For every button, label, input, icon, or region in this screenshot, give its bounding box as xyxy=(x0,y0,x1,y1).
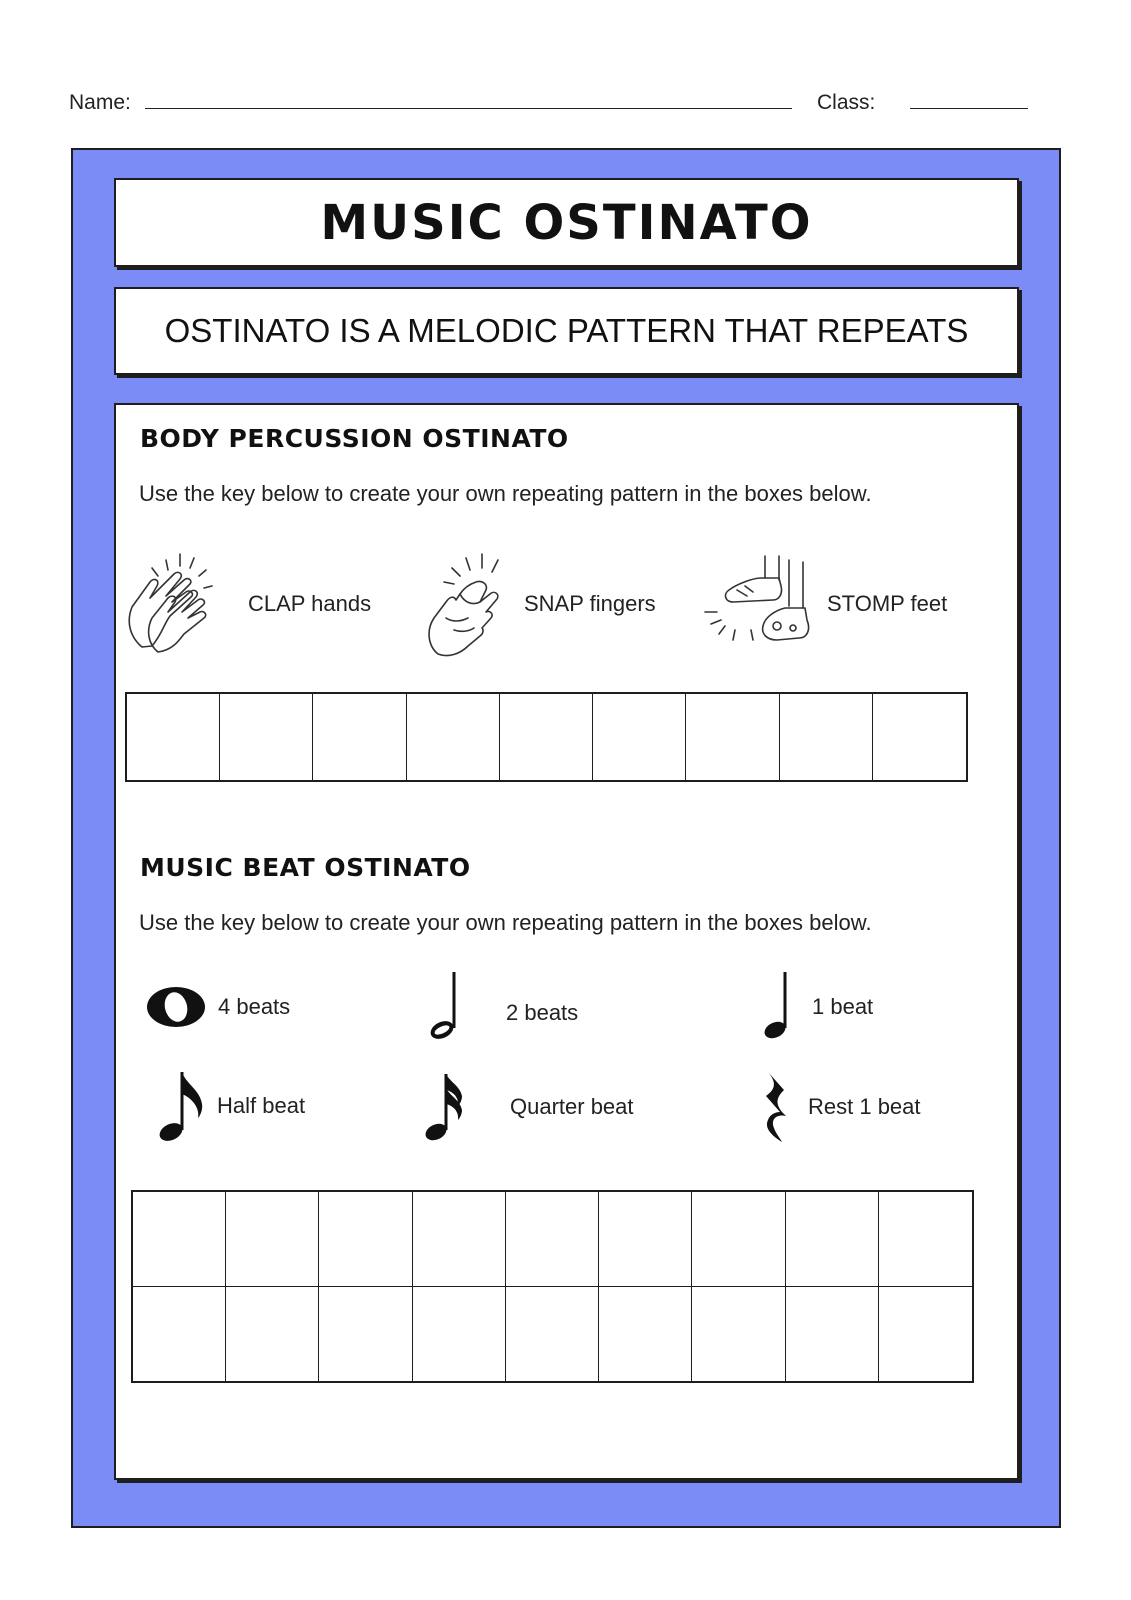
beat-pattern-box[interactable] xyxy=(319,1287,412,1382)
beat-pattern-box[interactable] xyxy=(599,1192,692,1287)
beat-pattern-box[interactable] xyxy=(133,1287,226,1382)
beat-pattern-box[interactable] xyxy=(226,1287,319,1382)
whole-note-label: 4 beats xyxy=(218,994,291,1019)
whole-note-icon xyxy=(145,984,207,1030)
beat-pattern-box[interactable] xyxy=(413,1287,506,1382)
class-field[interactable] xyxy=(910,108,1028,109)
body-pattern-box[interactable] xyxy=(407,694,500,780)
stomp-key-label: STOMP feet xyxy=(827,591,948,616)
definition-text: OSTINATO IS A MELODIC PATTERN THAT REPEATS xyxy=(164,312,969,349)
beat-pattern-box[interactable] xyxy=(879,1287,972,1382)
title-panel xyxy=(114,178,1019,267)
definition-panel xyxy=(114,287,1019,375)
beat-pattern-box[interactable] xyxy=(319,1192,412,1287)
body-pattern-box[interactable] xyxy=(686,694,779,780)
body-percussion-title: BODY PERCUSSION OSTINATO xyxy=(140,424,569,453)
eighth-note-label: Half beat xyxy=(217,1093,306,1118)
snapping-fingers-icon xyxy=(424,550,514,660)
beat-pattern-box[interactable] xyxy=(879,1192,972,1287)
beat-pattern-box[interactable] xyxy=(692,1192,785,1287)
body-pattern-box[interactable] xyxy=(780,694,873,780)
beat-pattern-box[interactable] xyxy=(786,1192,879,1287)
beat-pattern-box[interactable] xyxy=(226,1192,319,1287)
beat-pattern-box[interactable] xyxy=(506,1287,599,1382)
sixteenth-note-icon xyxy=(424,1072,466,1144)
quarter-note-icon xyxy=(764,970,798,1042)
body-pattern-box[interactable] xyxy=(220,694,313,780)
beat-pattern-box[interactable] xyxy=(506,1192,599,1287)
beat-pattern-box[interactable] xyxy=(413,1192,506,1287)
name-label: Name: xyxy=(69,91,131,114)
half-note-label: 2 beats xyxy=(506,1000,579,1025)
worksheet-title: MUSIC OSTINATO xyxy=(320,194,813,251)
quarter-rest-label: Rest 1 beat xyxy=(808,1094,921,1119)
sixteenth-note-label: Quarter beat xyxy=(510,1094,634,1119)
beat-pattern-box[interactable] xyxy=(786,1287,879,1382)
clap-key-label: CLAP hands xyxy=(248,591,372,616)
name-field[interactable] xyxy=(145,108,792,109)
half-note-icon xyxy=(428,970,462,1042)
stomping-feet-icon xyxy=(703,554,815,654)
quarter-note-label: 1 beat xyxy=(812,994,874,1019)
beat-pattern-box[interactable] xyxy=(133,1192,226,1287)
body-pattern-box[interactable] xyxy=(593,694,686,780)
class-label: Class: xyxy=(817,91,876,114)
snap-key-label: SNAP fingers xyxy=(524,591,656,616)
music-beat-title: MUSIC BEAT OSTINATO xyxy=(140,853,471,882)
body-percussion-instruction: Use the key below to create your own repeating pattern in the boxes below. xyxy=(139,481,872,506)
music-beat-instruction: Use the key below to create your own repeating pattern in the boxes below. xyxy=(139,910,872,935)
eighth-note-icon xyxy=(158,1070,206,1144)
clapping-hands-icon xyxy=(122,552,232,657)
beat-pattern-box[interactable] xyxy=(692,1287,785,1382)
quarter-rest-icon xyxy=(760,1070,794,1144)
body-pattern-box[interactable] xyxy=(313,694,406,780)
body-pattern-box[interactable] xyxy=(873,694,966,780)
body-pattern-box[interactable] xyxy=(127,694,220,780)
music-beat-grid xyxy=(131,1190,974,1383)
beat-pattern-box[interactable] xyxy=(599,1287,692,1382)
body-pattern-box[interactable] xyxy=(500,694,593,780)
body-percussion-grid xyxy=(125,692,968,782)
